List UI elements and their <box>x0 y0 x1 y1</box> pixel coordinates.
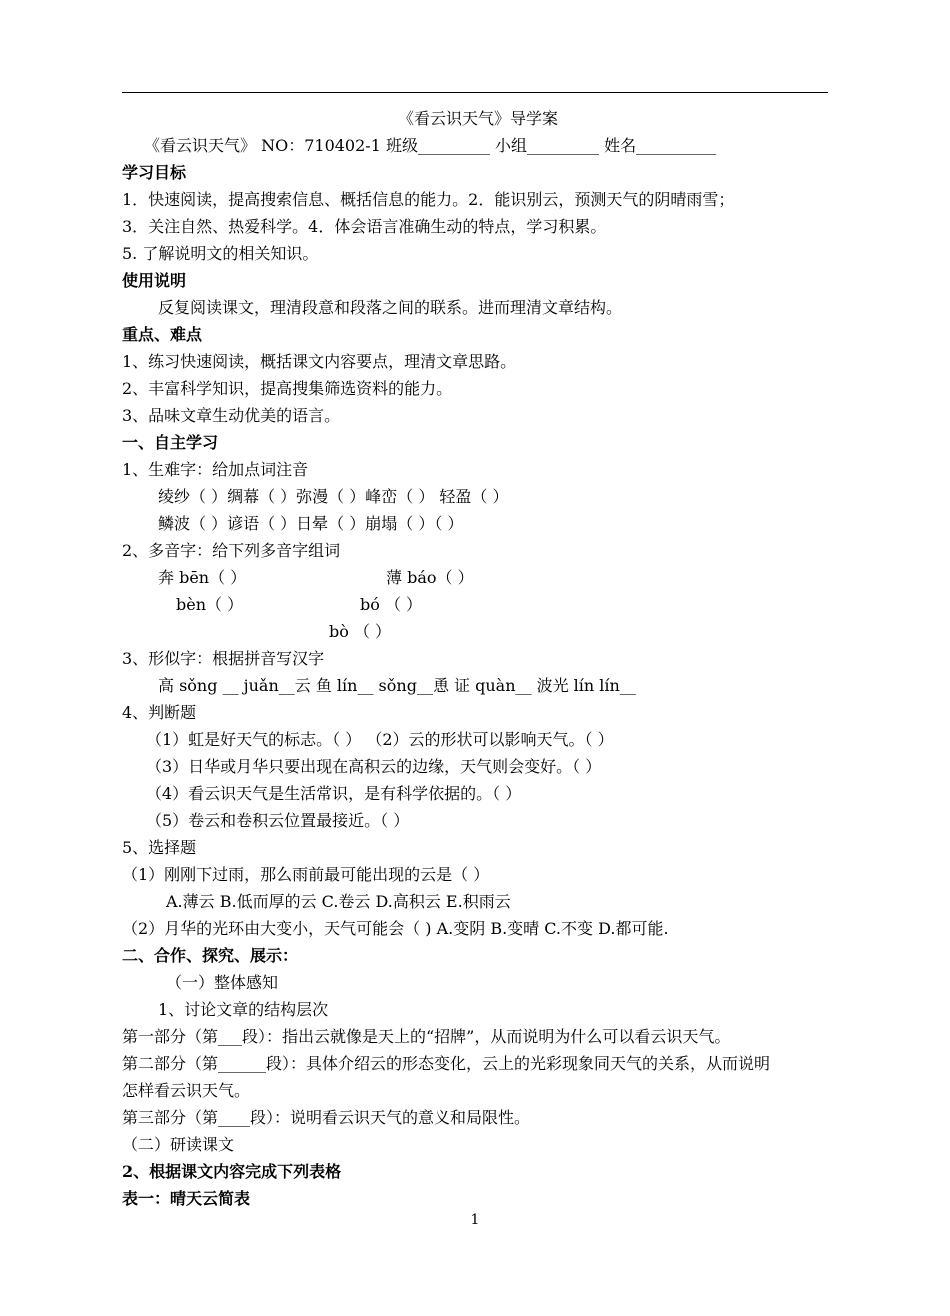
q2-heading: 2、多音字：给下列多音字组词 <box>122 541 341 560</box>
q2-item: bò （ ） <box>329 622 392 641</box>
q2-item: 奔 bēn（ ） <box>158 568 247 587</box>
usage-heading: 使用说明 <box>122 271 187 290</box>
goal-line: 3．关注自然、热爱科学。4．体会语言准确生动的特点，学习积累。 <box>122 217 607 236</box>
usage-text: 反复阅读课文，理清段意和段落之间的联系。进而理清文章结构。 <box>158 298 623 317</box>
q4-item: （4）看云识天气是生活常识，是有科学依据的。（ ） <box>146 784 522 803</box>
q5-question: （1）刚刚下过雨，那么雨前最可能出现的云是（ ） <box>122 865 490 884</box>
part2-heading: （二）研读课文 <box>122 1135 235 1154</box>
header-rule <box>122 92 828 93</box>
q5-question: （2）月华的光环由大变小，天气可能会（ ) A.变阴 B.变晴 C.不变 D.都可能. <box>122 919 669 938</box>
structure-line: 第三部分（第____段）：说明看云识天气的意义和局限性。 <box>122 1108 531 1127</box>
q4-item: （5）卷云和卷积云位置最接近。（ ） <box>146 811 410 830</box>
keypoints-heading: 重点、难点 <box>122 325 203 344</box>
q2-item: bèn（ ） <box>176 595 244 614</box>
q3-line: 高 sǒng __ juǎn__云 鱼 lín__ sǒng__恿 证 quàn__ 波光 lín lín__ <box>158 676 636 695</box>
keypoint-line: 2、丰富科学知识，提高搜集筛选资料的能力。 <box>122 379 453 398</box>
q2-row <box>122 591 834 618</box>
part1-question: 1、讨论文章的结构层次 <box>158 1000 329 1019</box>
q2-item: bó （ ） <box>360 595 423 614</box>
structure-line: 第二部分（第______段）：具体介绍云的形态变化，云上的光彩现象同天气的关系，从而说明 <box>122 1054 771 1073</box>
goal-line: 1．快速阅读，提高搜索信息、概括信息的能力。2．能识别云，预测天气的阴晴雨雪； <box>122 190 735 209</box>
q3-heading: 3、形似字：根据拼音写汉字 <box>122 649 325 668</box>
structure-line: 第一部分（第___段）：指出云就像是天上的“招牌”，从而说明为什么可以看云识天气。 <box>122 1027 731 1046</box>
table-question: 2、根据课文内容完成下列表格 <box>122 1162 342 1181</box>
goal-line: 5. 了解说明文的相关知识。 <box>122 244 319 263</box>
keypoint-line: 1、练习快速阅读，概括课文内容要点，理清文章思路。 <box>122 352 517 371</box>
q2-item: 薄 báo（ ） <box>386 568 474 587</box>
coop-heading: 二、合作、探究、展示： <box>122 946 299 965</box>
part1-heading: （一）整体感知 <box>166 973 279 992</box>
q2-row <box>122 618 834 645</box>
q4-heading: 4、判断题 <box>122 703 197 722</box>
keypoint-line: 3、品味文章生动优美的语言。 <box>122 406 341 425</box>
q5-options: A.薄云 B.低而厚的云 C.卷云 D.高积云 E.积雨云 <box>166 892 511 911</box>
q1-line: 绫纱（ ）绸幕（ ）弥漫（ ）峰峦（ ） 轻盈（ ） <box>158 487 509 506</box>
table1-heading: 表一：晴天云简表 <box>122 1189 251 1208</box>
document-subtitle: 《看云识天气》 NO：710402-1 班级_________ 小组_________ 姓名__________ <box>144 136 717 155</box>
structure-line: 怎样看云识天气。 <box>122 1081 251 1100</box>
q2-row <box>122 564 834 591</box>
page-number: 1 <box>470 1212 480 1228</box>
document-body <box>122 105 834 1212</box>
document-title: 《看云识天气》导学案 <box>397 109 558 128</box>
q4-item: （3）日华或月华只要出现在高积云的边缘，天气则会变好。（ ） <box>146 757 602 776</box>
self-study-heading: 一、自主学习 <box>122 433 219 452</box>
q5-heading: 5、选择题 <box>122 838 197 857</box>
q1-heading: 1、生难字：给加点词注音 <box>122 460 309 479</box>
goals-heading: 学习目标 <box>122 163 187 182</box>
q4-item: （1）虹是好天气的标志。（ ） （2）云的形状可以影响天气。（ ） <box>146 730 614 749</box>
q1-line: 鳞波（ ）谚语（ ）日晕（ ）崩塌（ ）（ ） <box>158 514 464 533</box>
